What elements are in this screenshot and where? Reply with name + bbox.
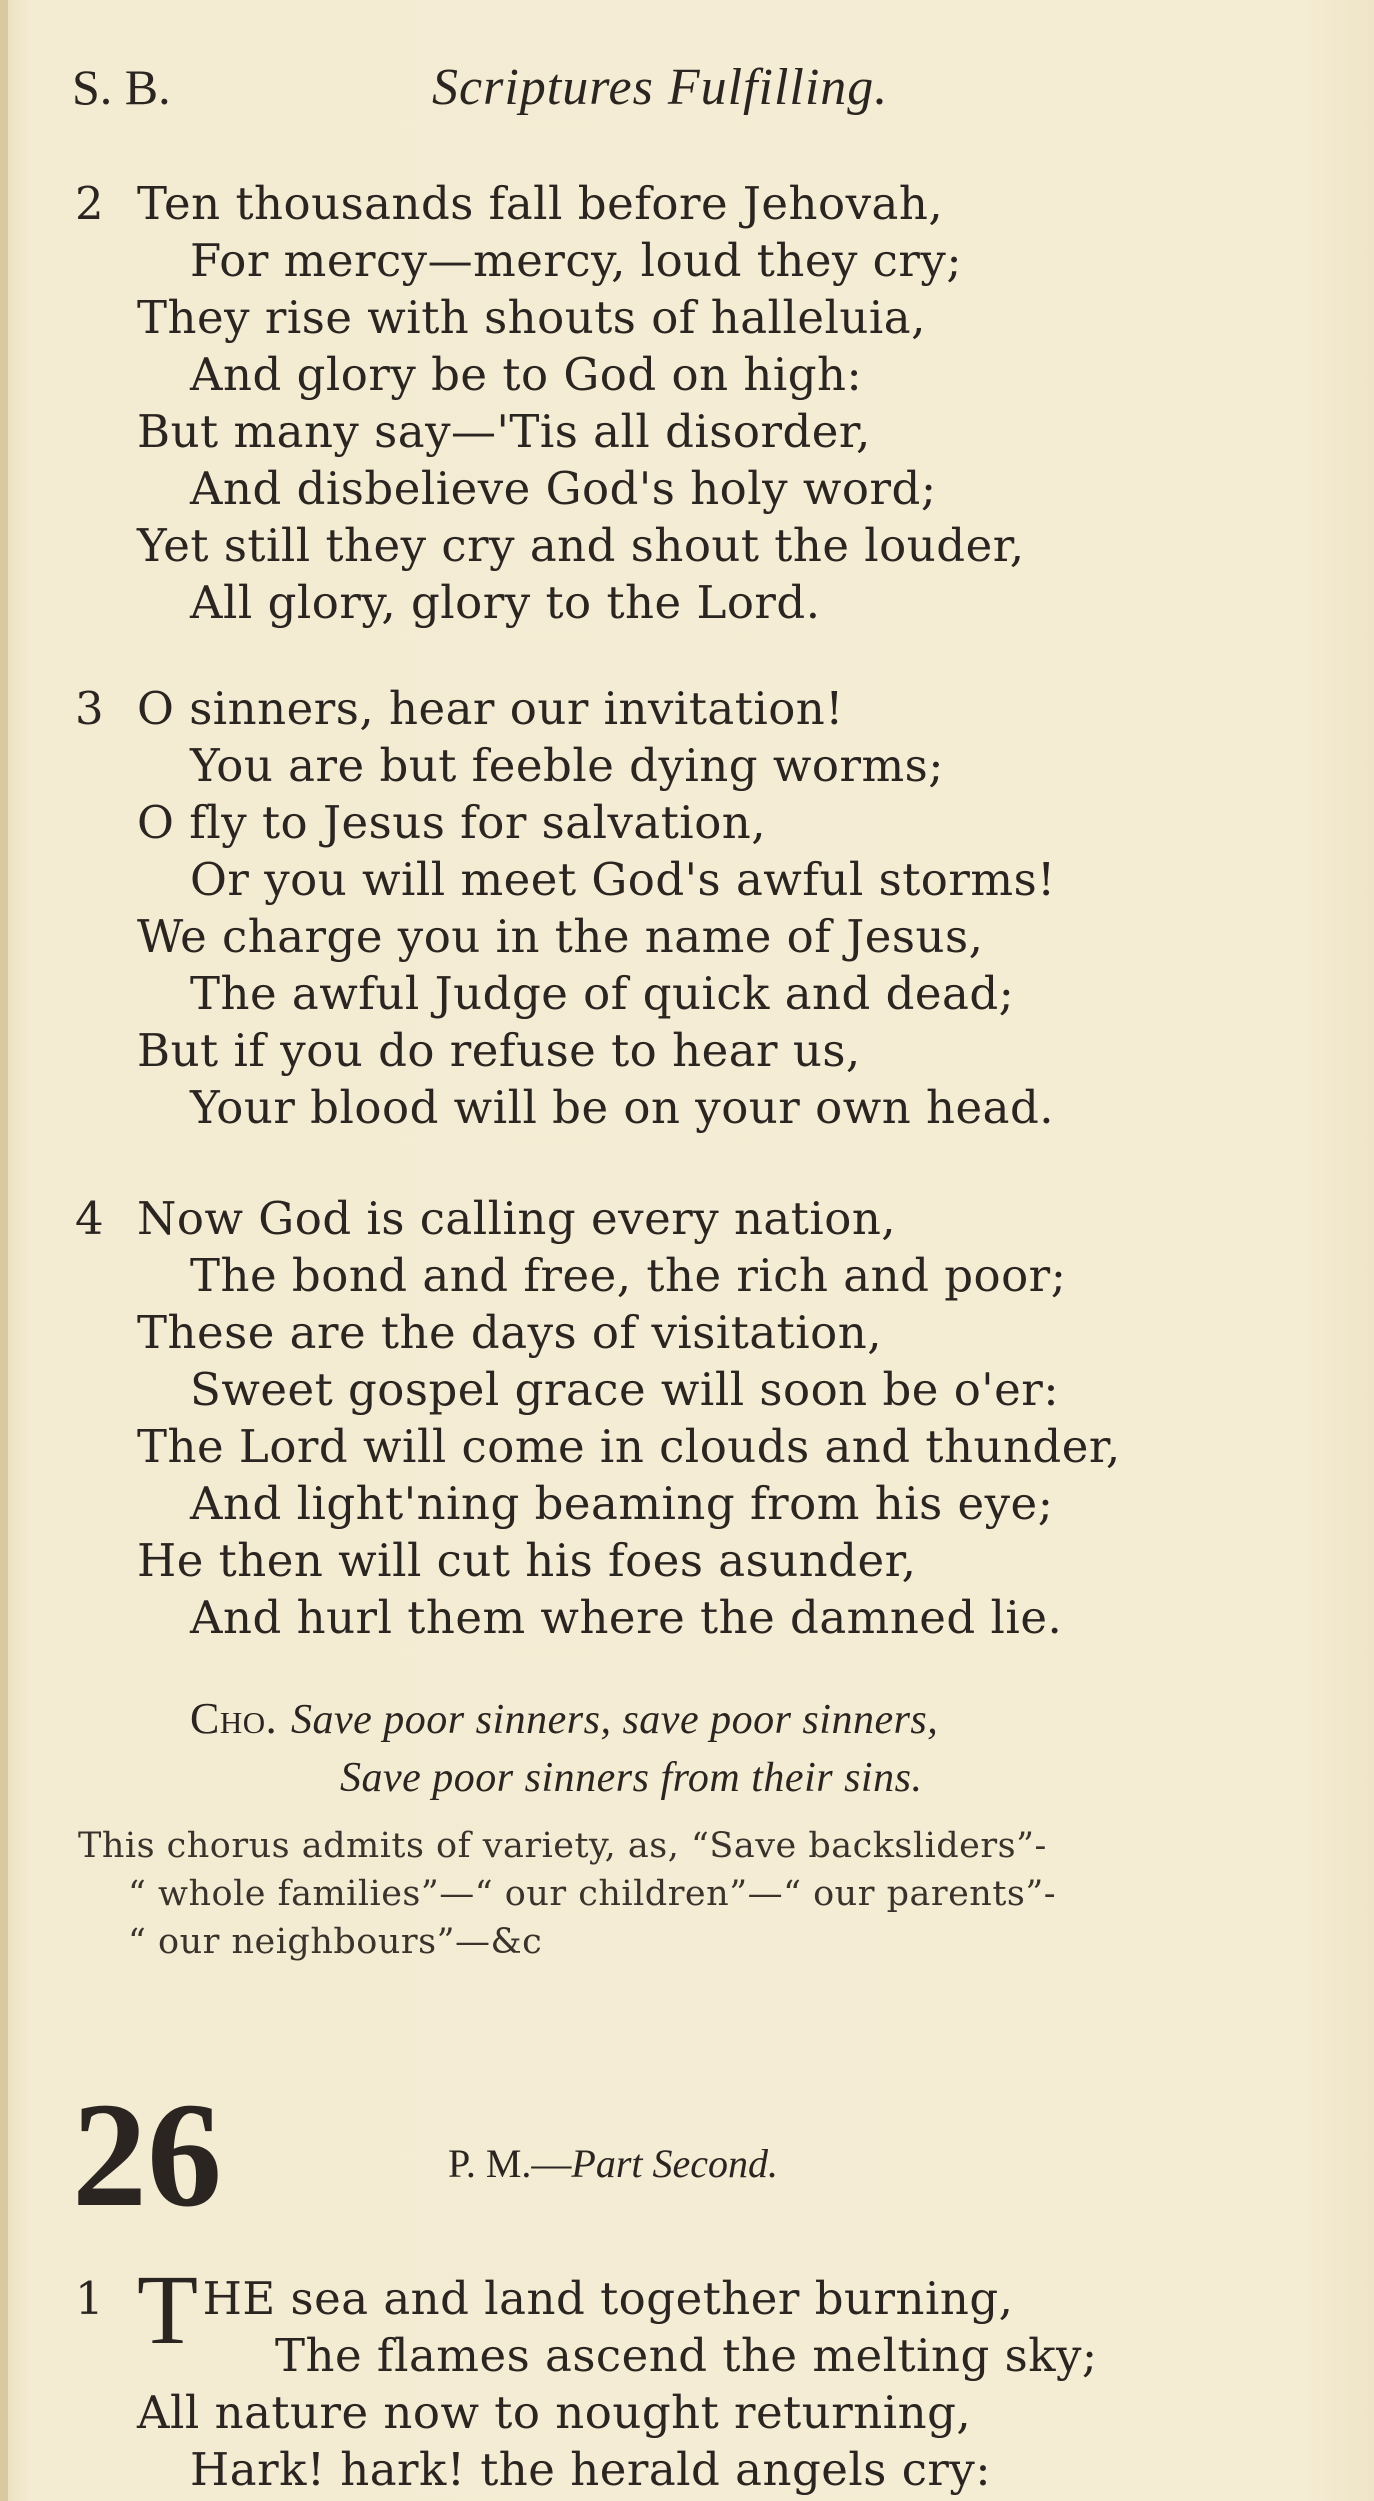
verse-line: The awful Judge of quick and dead; — [190, 967, 1015, 1020]
verse-line: He then will cut his foes asunder, — [137, 1534, 917, 1587]
verse-line: And disbelieve God's holy word; — [190, 462, 937, 515]
chorus-line: Save poor sinners from their sins. — [340, 1755, 923, 1801]
verse-line: But if you do refuse to hear us, — [137, 1024, 861, 1077]
verse-line: Yet still they cry and shout the louder, — [137, 519, 1025, 572]
verse-line: All nature now to nought returning, — [137, 2386, 972, 2439]
verse-4 — [75, 1190, 1325, 1646]
verse-line: The bond and free, the rich and poor; — [190, 1249, 1067, 1302]
verse-line: You are but feeble dying worms; — [190, 739, 944, 792]
verse-line: And glory be to God on high: — [190, 348, 863, 401]
verse-2 — [75, 175, 1325, 631]
verse-line: All glory, glory to the Lord. — [190, 576, 821, 629]
note-line: “ whole families”—“ our children”—“ our parents”- — [128, 1874, 1057, 1914]
verse-line: We charge you in the name of Jesus, — [137, 910, 984, 963]
note-line: This chorus admits of variety, as, “Save backsliders”- — [78, 1826, 1047, 1866]
verse-line: And light'ning beaming from his eye; — [190, 1477, 1054, 1530]
verse-line: Or you will meet God's awful storms! — [190, 853, 1056, 906]
chorus-note — [78, 1822, 1318, 1966]
verse-line: 4 Now God is calling every nation, — [75, 1192, 897, 1245]
verse-line: 3 O sinners, hear our invitation! — [75, 682, 844, 735]
verse-line: 1 THE sea and land together burning, — [75, 2254, 1014, 2365]
verse-line: Your blood will be on your own head. — [190, 1081, 1055, 1134]
hymn-26-verse-1 — [75, 2254, 1325, 2498]
drop-cap: T — [137, 2254, 199, 2365]
verse-number: 1 — [75, 2272, 105, 2325]
verse-line: But many say—'Tis all disorder, — [137, 405, 871, 458]
page-edge — [0, 0, 8, 2501]
verse-line: Hark! hark! the herald angels cry: — [190, 2443, 992, 2496]
verse-line: These are the days of visitation, — [137, 1306, 883, 1359]
chorus-label: Cho. — [190, 1694, 278, 1743]
chorus — [190, 1690, 1340, 1806]
verse-line: The flames ascend the melting sky; — [275, 2329, 1098, 2382]
verse-line: Sweet gospel grace will soon be o'er: — [190, 1363, 1059, 1416]
verse-number: 3 — [75, 682, 105, 735]
verse-number: 2 — [75, 177, 105, 230]
running-header — [72, 58, 1312, 118]
hymn-number: 26 — [72, 2072, 222, 2238]
header-title: Scriptures Fulfilling. — [432, 59, 889, 116]
verse-3 — [75, 680, 1325, 1136]
verse-line: And hurl them where the damned lie. — [190, 1591, 1063, 1644]
verse-line: O fly to Jesus for salvation, — [137, 796, 767, 849]
chorus-line: Save poor sinners, save poor sinners, — [290, 1697, 939, 1743]
part-label: Part Second. — [571, 2141, 779, 2186]
note-line: “ our neighbours”—&c — [128, 1922, 543, 1962]
header-abbreviation: S. B. — [72, 59, 171, 115]
verse-line: For mercy—mercy, loud they cry; — [190, 234, 962, 287]
verse-line: 2 Ten thousands fall before Jehovah, — [75, 177, 944, 230]
verse-line: They rise with shouts of halleluia, — [137, 291, 926, 344]
verse-line: The Lord will come in clouds and thunder, — [137, 1420, 1121, 1473]
verse-number: 4 — [75, 1192, 105, 1245]
meter-label: P. M.— — [448, 2141, 572, 2186]
hymn-meter — [448, 2140, 778, 2187]
